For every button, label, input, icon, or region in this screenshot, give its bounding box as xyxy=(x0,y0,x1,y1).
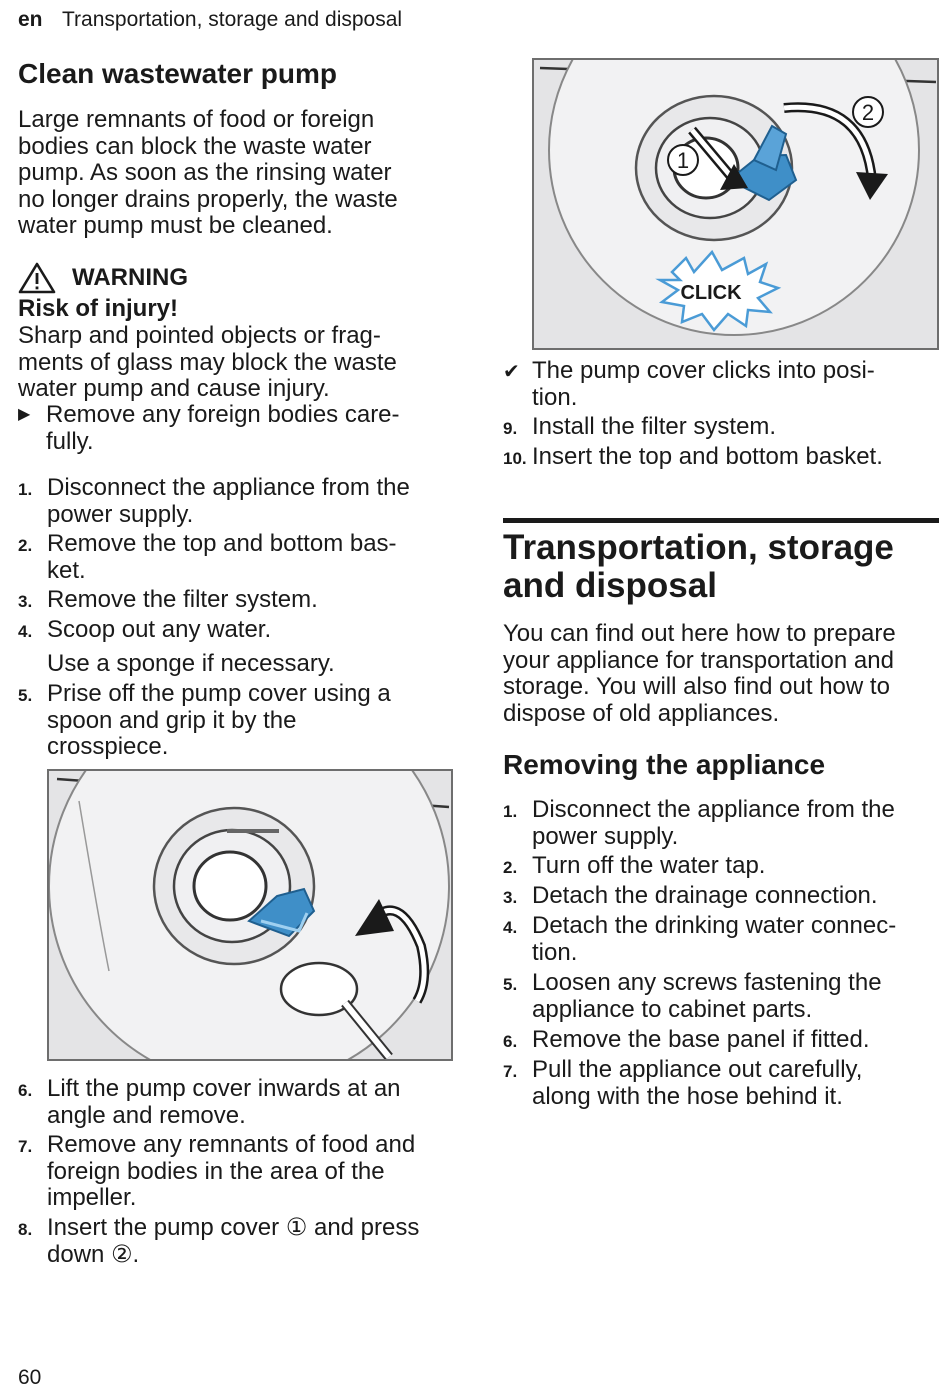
step-item xyxy=(18,1132,415,1212)
step-number: 5. xyxy=(18,686,33,705)
step-item xyxy=(18,681,391,761)
step-number: 3. xyxy=(503,888,518,907)
warning-subtitle: Risk of injury! xyxy=(18,295,179,322)
step-item xyxy=(503,970,882,1023)
text-line: Turn off the water tap. xyxy=(532,852,766,879)
text-line: appliance to cabinet parts. xyxy=(532,995,813,1023)
text-line: The pump cover clicks into posi- xyxy=(532,357,875,384)
step-number: 7. xyxy=(18,1137,33,1156)
text-line: Remove any remnants of food and xyxy=(47,1131,416,1158)
text-line: foreign bodies in the area of the xyxy=(47,1157,385,1185)
text-line: water pump must be cleaned. xyxy=(18,212,333,239)
chapter-title xyxy=(503,529,894,605)
step-item xyxy=(503,883,878,910)
step-number: 2. xyxy=(503,858,518,877)
text-line: down ②. xyxy=(47,1240,140,1268)
warning-heading xyxy=(18,262,188,294)
text-line: You can find out here how to prepare xyxy=(503,620,896,647)
text-line: Remove the filter system. xyxy=(47,586,318,613)
text-line: Large remnants of food or foreign xyxy=(18,106,375,133)
text-line: storage. You will also find out how to xyxy=(503,673,890,700)
step-number: 6. xyxy=(18,1081,33,1100)
step-number: 7. xyxy=(503,1062,518,1081)
step-item xyxy=(18,1215,419,1268)
page-number: 60 xyxy=(18,1366,42,1389)
text-line: Lift the pump cover inwards at an xyxy=(47,1075,401,1102)
step-item xyxy=(503,797,895,850)
text-line: Remove the base panel if fitted. xyxy=(532,1026,870,1053)
result-item xyxy=(503,358,875,411)
marker-2-label: 2 xyxy=(861,100,875,125)
step-number: 2. xyxy=(18,536,33,555)
text-line: Disconnect the appliance from the xyxy=(47,474,410,501)
step-number: 5. xyxy=(503,975,518,994)
text-line: Insert the top and bottom basket. xyxy=(532,443,883,470)
warning-text xyxy=(18,323,397,403)
text-line: your appliance for transportation and xyxy=(503,646,894,674)
step-note xyxy=(18,651,335,678)
step-number: 1. xyxy=(503,802,518,821)
step-number: 8. xyxy=(18,1220,33,1239)
step-number: 6. xyxy=(503,1032,518,1051)
text-line: Prise off the pump cover using a xyxy=(47,680,391,707)
text-line: dispose of old appliances. xyxy=(503,699,780,727)
text-line: impeller. xyxy=(47,1184,137,1211)
text-line: bodies can block the waste water xyxy=(18,132,372,160)
text-line: ket. xyxy=(47,556,86,584)
step-item xyxy=(503,1057,862,1110)
step-number: 4. xyxy=(18,622,33,641)
step-number: 10. xyxy=(503,449,527,468)
text-line: along with the hose behind it. xyxy=(532,1082,843,1110)
step-item xyxy=(18,475,410,528)
chapter-divider xyxy=(503,518,939,523)
text-line: tion. xyxy=(532,383,578,411)
text-line: fully. xyxy=(46,427,94,455)
intro-paragraph xyxy=(18,107,398,240)
page-header xyxy=(18,8,402,32)
text-line: Detach the drinking water connec- xyxy=(532,912,897,939)
arrow-bullet-icon: ▶ xyxy=(18,406,31,423)
step-item xyxy=(18,531,397,584)
text-line: Insert the pump cover ① and press xyxy=(47,1214,420,1241)
text-line: Scoop out any water. xyxy=(47,616,272,643)
text-line: Disconnect the appliance from the xyxy=(532,796,895,823)
step-item xyxy=(503,1027,870,1054)
text-line: Remove the top and bottom bas- xyxy=(47,530,397,557)
marker-1-label: 1 xyxy=(676,148,690,173)
step-number: 9. xyxy=(503,419,518,438)
text-line: Detach the drainage connection. xyxy=(532,882,878,909)
step-item xyxy=(503,853,765,880)
text-line: tion. xyxy=(532,938,578,966)
text-line: Pull the appliance out carefully, xyxy=(532,1056,863,1083)
step-item xyxy=(503,414,776,441)
warning-triangle-icon xyxy=(18,262,56,294)
text-line: Install the filter system. xyxy=(532,413,777,440)
text-line: Transportation, storage xyxy=(503,528,894,567)
text-line: spoon and grip it by the xyxy=(47,706,297,734)
text-line: power supply. xyxy=(47,500,194,528)
step-item xyxy=(18,587,318,614)
step-item xyxy=(503,913,896,966)
language-code: en xyxy=(18,8,43,31)
section-title: Clean wastewater pump xyxy=(18,58,337,89)
text-line: Remove any foreign bodies care- xyxy=(46,401,400,428)
pump-cover-spoon-figure xyxy=(47,769,453,1061)
step-item xyxy=(18,617,271,644)
text-line: crosspiece. xyxy=(47,733,169,760)
header-title: Transportation, storage and disposal xyxy=(61,8,403,31)
step-number: 1. xyxy=(18,480,33,499)
text-line: Use a sponge if necessary. xyxy=(47,650,335,677)
text-line: power supply. xyxy=(532,822,679,850)
pump-click-illustration xyxy=(534,60,937,348)
warning-action xyxy=(18,402,400,455)
step-number: 3. xyxy=(18,592,33,611)
subsection-title: Removing the appliance xyxy=(503,749,826,780)
step-item xyxy=(18,1076,401,1129)
text-line: angle and remove. xyxy=(47,1101,246,1129)
click-label: CLICK xyxy=(680,282,742,304)
pump-cover-click-figure xyxy=(532,58,939,350)
text-line: water pump and cause injury. xyxy=(18,375,330,402)
text-line: Sharp and pointed objects or frag- xyxy=(18,322,381,349)
step-item xyxy=(503,444,883,471)
pump-spoon-illustration xyxy=(49,771,451,1059)
chapter-intro xyxy=(503,621,896,727)
checkmark-icon: ✔ xyxy=(503,361,520,383)
text-line: ments of glass may block the waste xyxy=(18,348,397,376)
text-line: and disposal xyxy=(503,566,717,605)
warning-label: WARNING xyxy=(72,264,188,291)
text-line: Loosen any screws fastening the xyxy=(532,969,882,996)
step-number: 4. xyxy=(503,918,518,937)
text-line: no longer drains properly, the waste xyxy=(18,185,398,213)
text-line: pump. As soon as the rinsing water xyxy=(18,159,392,186)
